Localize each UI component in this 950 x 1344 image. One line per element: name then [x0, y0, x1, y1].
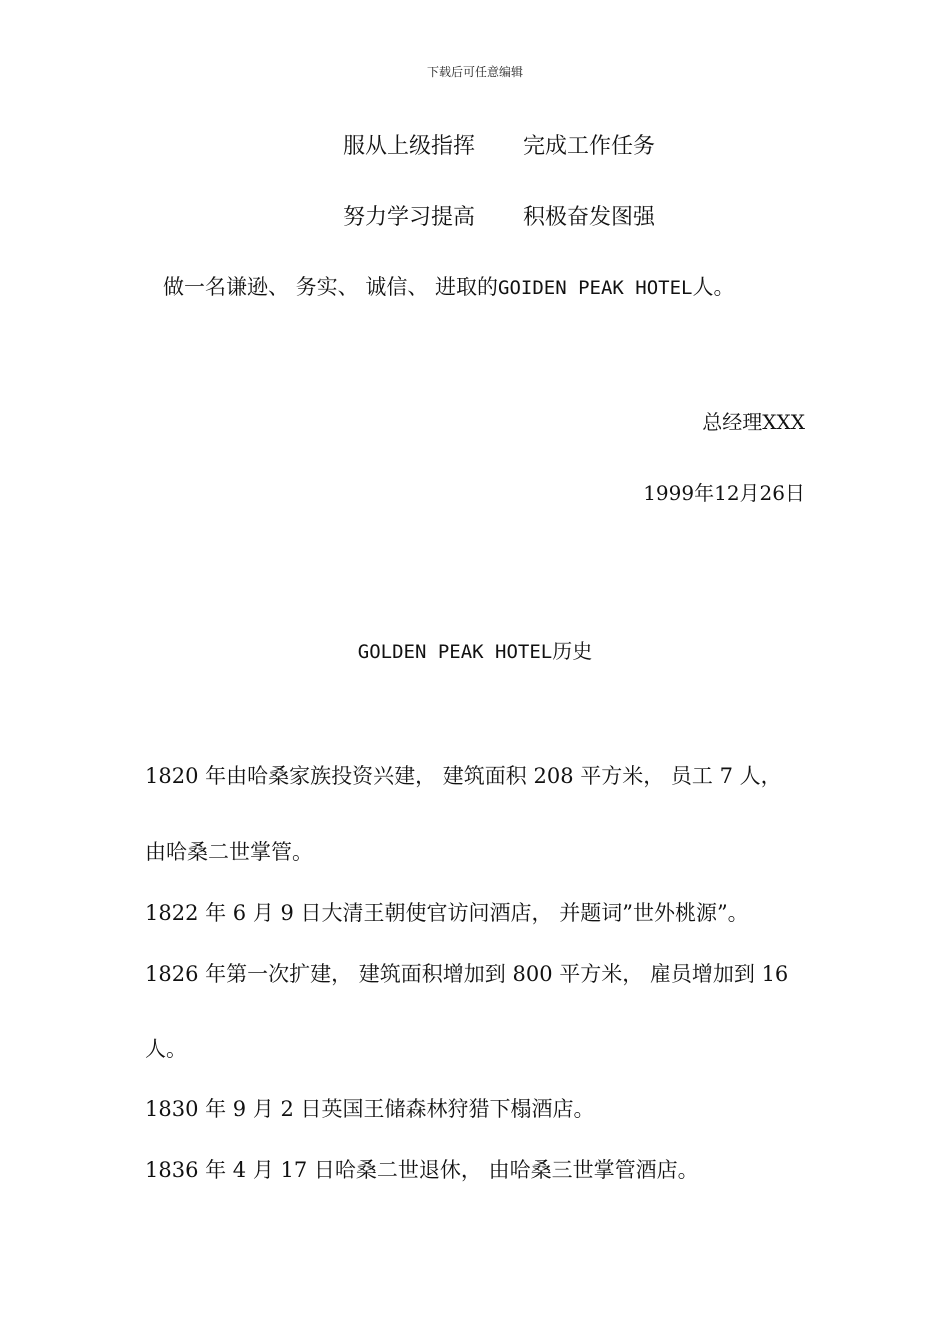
history-line: 由哈桑二世掌管。: [145, 840, 313, 864]
motto-line-1-right: 完成工作任务: [523, 134, 656, 159]
signature-name: 总经理XXX: [702, 410, 805, 434]
header-note: 下载后可任意编辑: [426, 65, 523, 79]
motto-line-3-post: 人。: [692, 275, 735, 299]
history-line: 人。: [145, 1037, 187, 1061]
motto-line-2-left: 努力学习提高: [343, 205, 476, 230]
signature-date: 1999年12月26日: [643, 481, 805, 505]
history-title: [0, 641, 950, 662]
history-line: 1820 年由哈桑家族投资兴建， 建筑面积 208 平方米， 员工 7 人，: [145, 764, 782, 788]
motto-line-1-left: 服从上级指挥: [343, 134, 476, 159]
history-line: 1822 年 6 月 9 日大清王朝使官访问酒店， 并题词”世外桃源”。: [145, 901, 749, 925]
motto-line-2: [343, 207, 655, 229]
history-title-en: GOLDEN PEAK HOTEL: [357, 641, 553, 663]
motto-line-2-right: 积极奋发图强: [523, 205, 656, 230]
history-line: 1836 年 4 月 17 日哈桑二世退休， 由哈桑三世掌管酒店。: [145, 1158, 699, 1182]
history-title-cn: 历史: [552, 639, 593, 663]
motto-line-3-hotel: GOIDEN PEAK HOTEL: [498, 277, 693, 299]
history-line: 1830 年 9 月 2 日英国王储森林狩猎下榻酒店。: [145, 1097, 595, 1121]
motto-line-1: [343, 136, 655, 158]
motto-line-3: [163, 277, 735, 298]
motto-line-3-pre: 做一名谦逊、 务实、 诚信、 进取的: [163, 275, 499, 299]
history-line: 1826 年第一次扩建， 建筑面积增加到 800 平方米， 雇员增加到 16: [145, 962, 789, 986]
